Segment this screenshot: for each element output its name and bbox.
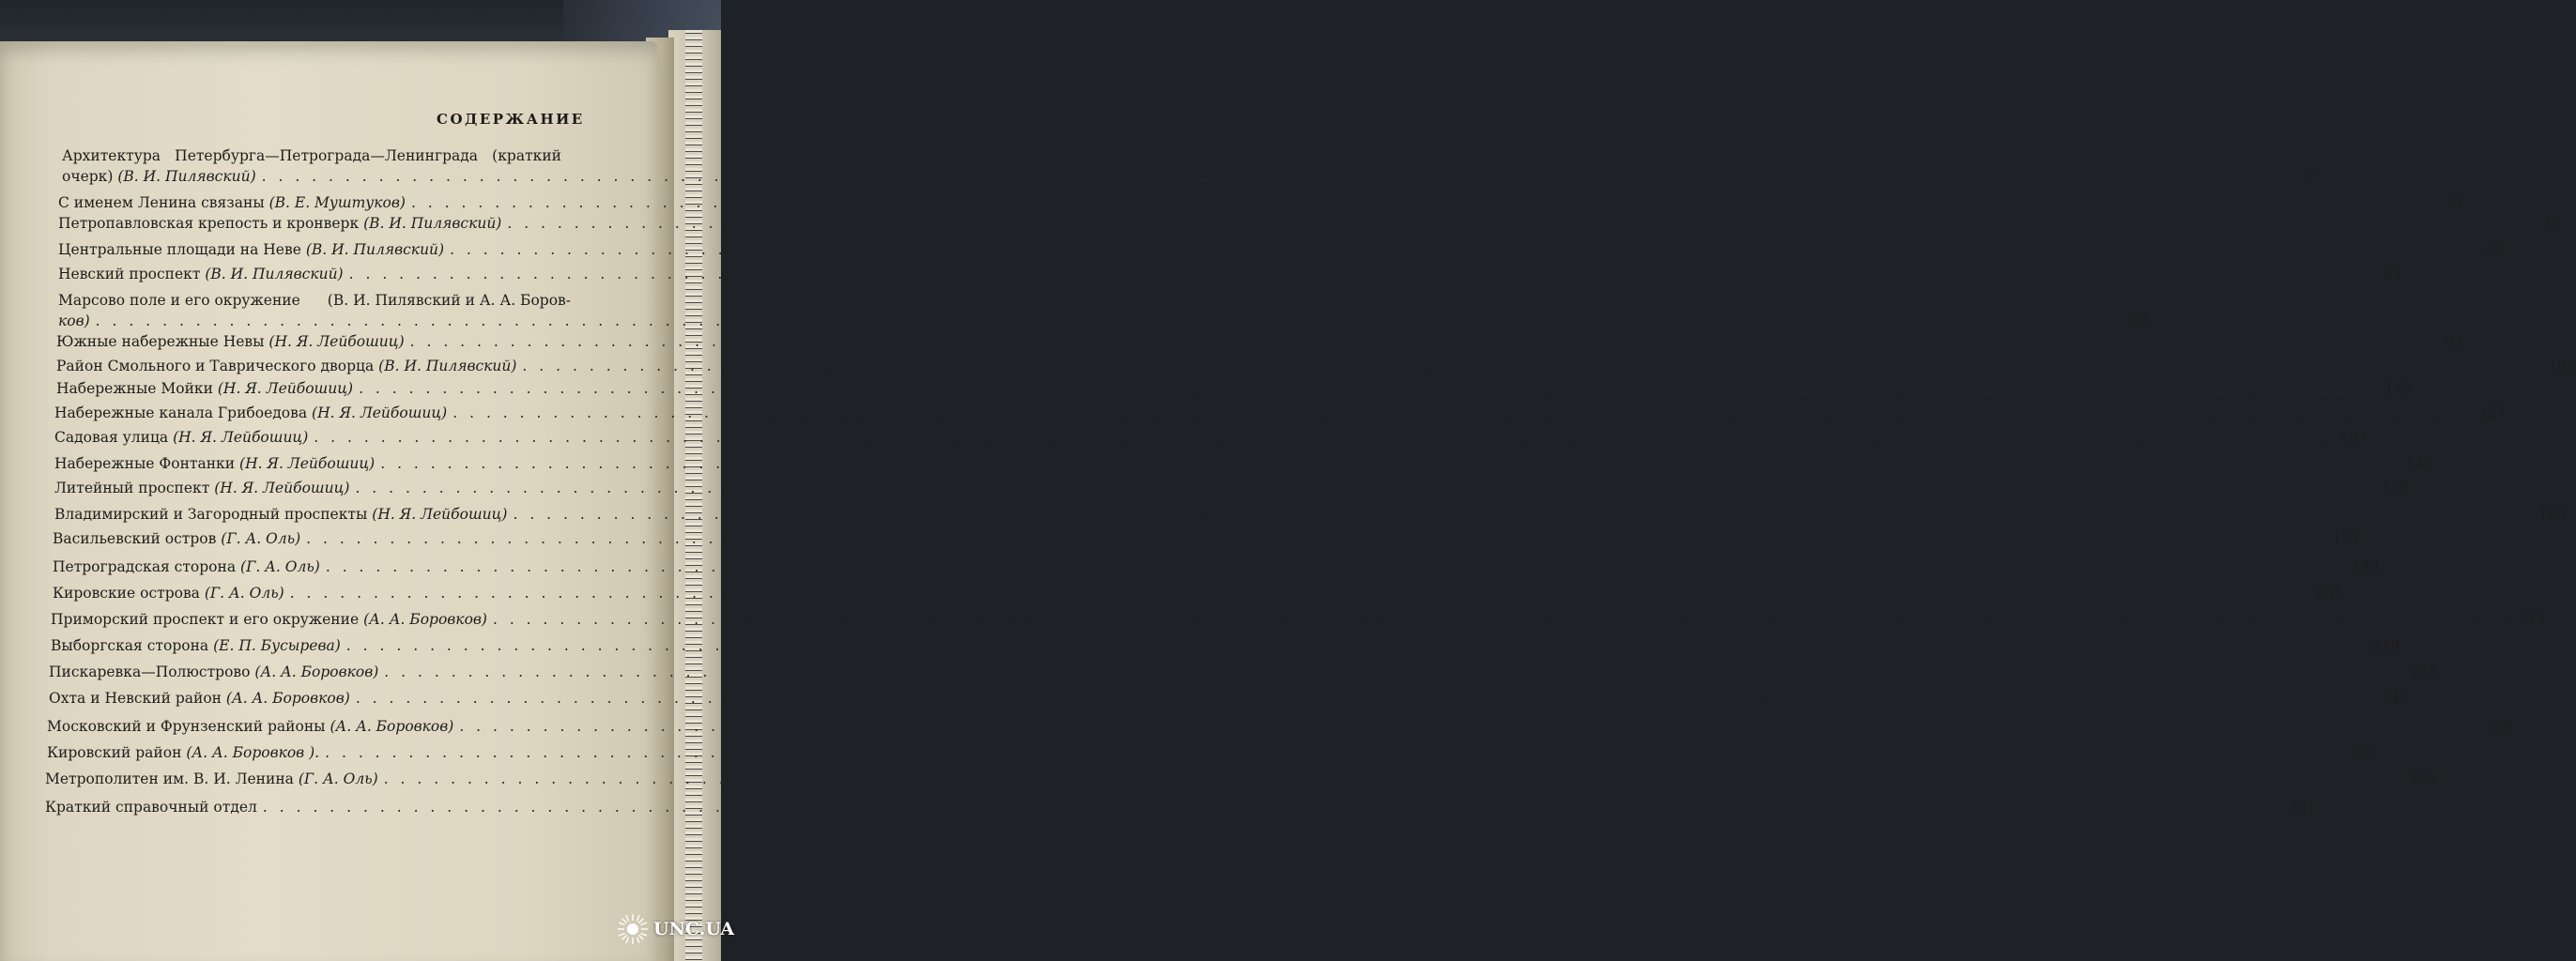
toc-dot-leader <box>314 427 2333 448</box>
toc-entry-author: (Г. А. Оль) <box>204 585 284 602</box>
toc-dot-leader <box>493 609 2512 630</box>
toc-entry <box>58 239 2504 260</box>
toc-entry-author: (Г. А. Оль) <box>240 558 320 575</box>
toc-entry-title: Литейный проспект <box>54 480 210 496</box>
toc-entry-page: 45 <box>2484 241 2504 258</box>
toc-dot-leader <box>359 378 2378 399</box>
toc-entry-page: 291 <box>2288 799 2317 816</box>
toc-entry-author: (Н. Я. Лейбошиц) <box>268 333 405 350</box>
toc-entry-title: Приморский проспект и его окружение <box>51 611 360 628</box>
toc-entry <box>45 769 2438 789</box>
toc-entry-author: (В. И. Пилявский) <box>117 168 256 185</box>
toc-heading: СОДЕРЖАНИЕ <box>437 111 585 128</box>
toc-entry-title: Набережные канала Грибоедова <box>54 404 308 421</box>
toc-dot-leader <box>349 264 2369 284</box>
toc-dot-leader <box>356 688 2375 709</box>
toc-entry-page: 37 <box>2542 215 2561 232</box>
toc-dot-leader <box>326 557 2345 577</box>
toc-dot-leader <box>459 716 2478 737</box>
toc-entry <box>54 478 2409 498</box>
toc-entry-title: Садовая улица <box>54 429 169 446</box>
toc-entry-page: 259 <box>2485 718 2513 735</box>
toc-entry <box>58 192 2465 213</box>
toc-entry <box>56 356 2576 376</box>
toc-dot-leader <box>290 583 2309 603</box>
toc-entry-author: (Н. Я. Лейбошиц) <box>372 506 508 523</box>
toc-entry-author: (В. Е. Муштуков) <box>268 194 406 211</box>
toc-entry-title-word: Архитектура <box>62 147 161 164</box>
toc-entry-page: 21 <box>2446 194 2465 211</box>
toc-entry-page: 219 <box>2371 637 2400 654</box>
toc-entry-author: (Н. Я. Лейбошиц) <box>217 380 354 397</box>
toc-entry <box>47 716 2513 737</box>
toc-dot-leader <box>262 166 2281 187</box>
toc-entry-author: (А. А. Боровков ). <box>186 744 320 761</box>
toc-entry-title-word: (краткий <box>492 147 561 164</box>
toc-entry-title: Пискаревка—Полюстрово <box>49 664 251 680</box>
toc-entry-author: (А. А. Боровков) <box>225 690 350 707</box>
toc-entry-page: 173 <box>2331 530 2360 547</box>
toc-entry <box>58 311 2150 331</box>
toc-entry <box>56 378 2413 399</box>
toc-entry-page: 243 <box>2381 690 2410 707</box>
toc-entry <box>49 662 2438 682</box>
toc-entry <box>47 742 2379 763</box>
toc-entry-author: (Н. Я. Лейбошиц) <box>173 429 309 446</box>
toc-entry-author: (Н. Я. Лейбошиц) <box>312 404 448 421</box>
toc-entry-title: Центральные площади на Неве <box>58 241 301 258</box>
toc-entry-title: Кировский район <box>47 744 182 761</box>
toc-dot-leader <box>411 192 2430 213</box>
toc-entry-page: 235 <box>2410 664 2438 680</box>
toc-entry-title-word: Петербурга—Петрограда—Ленинграда <box>175 147 479 164</box>
toc-entry-page: 285 <box>2409 770 2438 787</box>
toc-dot-leader <box>355 478 2374 498</box>
sun-burst-icon <box>616 912 650 946</box>
toc-entry-page: 189 <box>2351 558 2380 575</box>
toc-dot-leader <box>325 742 2344 763</box>
watermark <box>616 908 735 950</box>
toc-entry-page: 61 <box>2384 266 2403 282</box>
toc-entry-page: 271 <box>2350 744 2379 761</box>
toc-entry-author: (Н. Я. Лейбошиц) <box>214 480 350 496</box>
toc-dot-leader <box>450 239 2469 260</box>
toc-dot-leader <box>522 356 2541 376</box>
toc-dot-leader <box>96 311 2115 331</box>
toc-entry-title: Набережные Мойки <box>56 380 213 397</box>
toc-entry-title: Южные набережные Невы <box>56 333 265 350</box>
toc-entry-title: Владимирский и Загородный проспекты <box>54 506 368 523</box>
toc-entry <box>45 797 2317 817</box>
toc-entry <box>58 264 2403 284</box>
toc-entry-author: (Н. Я. Лейбошиц) <box>239 455 376 472</box>
toc-entry-title: Марсово поле и его окружение <box>58 292 300 309</box>
toc-entry-line <box>62 145 561 166</box>
toc-entry <box>54 504 2567 525</box>
toc-entry-page: 145 <box>2406 455 2434 472</box>
toc-entry-author: (Г. А. Оль) <box>298 770 378 787</box>
toc-entry-title: Невский проспект <box>58 266 201 282</box>
toc-entry-title: Петропавловская крепость и кронверк <box>58 215 360 232</box>
toc-dot-leader <box>452 403 2472 423</box>
toc-entry-line <box>58 290 571 311</box>
toc-entry <box>54 453 2434 474</box>
toc-entry-title: С именем Ленина связаны <box>58 194 265 211</box>
toc-dot-leader <box>263 797 2282 817</box>
toc-entry-page: 165 <box>2538 506 2567 523</box>
toc-dot-leader <box>380 453 2400 474</box>
toc-entry-page: 137 <box>2339 429 2368 446</box>
toc-entry <box>51 609 2547 630</box>
toc-entry-title: Район Смольного и Таврического дворца <box>56 358 375 374</box>
toc-entry-author: (А. А. Боровков) <box>330 718 454 735</box>
toc-entry-author: (А. А. Боровков) <box>254 664 379 680</box>
toc-entry-author: (А. А. Боровков) <box>363 611 487 628</box>
toc-entry-title: Московский и Фрунзенский районы <box>47 718 326 735</box>
toc-entry-author: (В. И. Пилявский) <box>363 215 502 232</box>
toc-entry-page: 93 <box>2445 333 2464 350</box>
toc-entry-author: (В. И. Пилявский и А. А. Боров- <box>327 292 571 309</box>
toc-dot-leader <box>513 504 2532 525</box>
watermark-text: UNC.UA <box>653 919 735 939</box>
toc-entry-author: (В. И. Пилявский) <box>205 266 344 282</box>
toc-entry-title: Охта и Невский район <box>49 690 222 707</box>
toc-entry-page: 201 <box>2315 585 2344 602</box>
toc-entry-page: 7 <box>2306 168 2316 185</box>
toc-entry <box>58 213 2561 234</box>
toc-entry <box>62 166 2316 187</box>
toc-entry-page: 159 <box>2381 480 2409 496</box>
toc-entry-author: (В. И. Пилявский) <box>305 241 445 258</box>
toc-entry-author: ков) <box>58 313 90 329</box>
toc-entry-title: очерк) <box>62 168 114 185</box>
toc-entry <box>53 583 2344 603</box>
toc-entry <box>53 557 2380 577</box>
toc-entry-title: Краткий справочный отдел <box>45 799 257 816</box>
toc-entry <box>49 688 2410 709</box>
toc-dot-leader <box>384 662 2403 682</box>
toc-entry <box>54 403 2507 423</box>
toc-entry-author: (Г. А. Оль) <box>221 530 301 547</box>
toc-entry-page: 127 <box>2478 404 2507 421</box>
toc-entry-title: Набережные Фонтанки <box>54 455 236 472</box>
toc-dot-leader <box>346 635 2366 656</box>
toc-entry <box>56 331 2464 352</box>
toc-dot-leader <box>410 331 2430 352</box>
toc-entry-page: 83 <box>2130 313 2150 329</box>
toc-entry-title: Выборгская сторона <box>51 637 209 654</box>
toc-entry-title: Васильевский остров <box>53 530 217 547</box>
toc-entry <box>54 427 2368 448</box>
toc-entry-author: (В. И. Пилявский) <box>378 358 517 374</box>
toc-entry-title: Метрополитен им. В. И. Ленина <box>45 770 294 787</box>
toc-entry-title: Кировские острова <box>53 585 200 602</box>
toc-entry <box>51 635 2400 656</box>
toc-entry-page: 213 <box>2518 611 2547 628</box>
toc-entry-page: 115 <box>2384 380 2413 397</box>
toc-entry-author: (Е. П. Бусырева) <box>213 637 341 654</box>
toc-dot-leader <box>384 769 2403 789</box>
toc-entry <box>53 528 2360 549</box>
toc-dot-leader <box>306 528 2325 549</box>
toc-entry-page: 105 <box>2548 358 2576 374</box>
toc-entry-title: Петроградская сторона <box>53 558 237 575</box>
toc-dot-leader <box>507 213 2526 234</box>
